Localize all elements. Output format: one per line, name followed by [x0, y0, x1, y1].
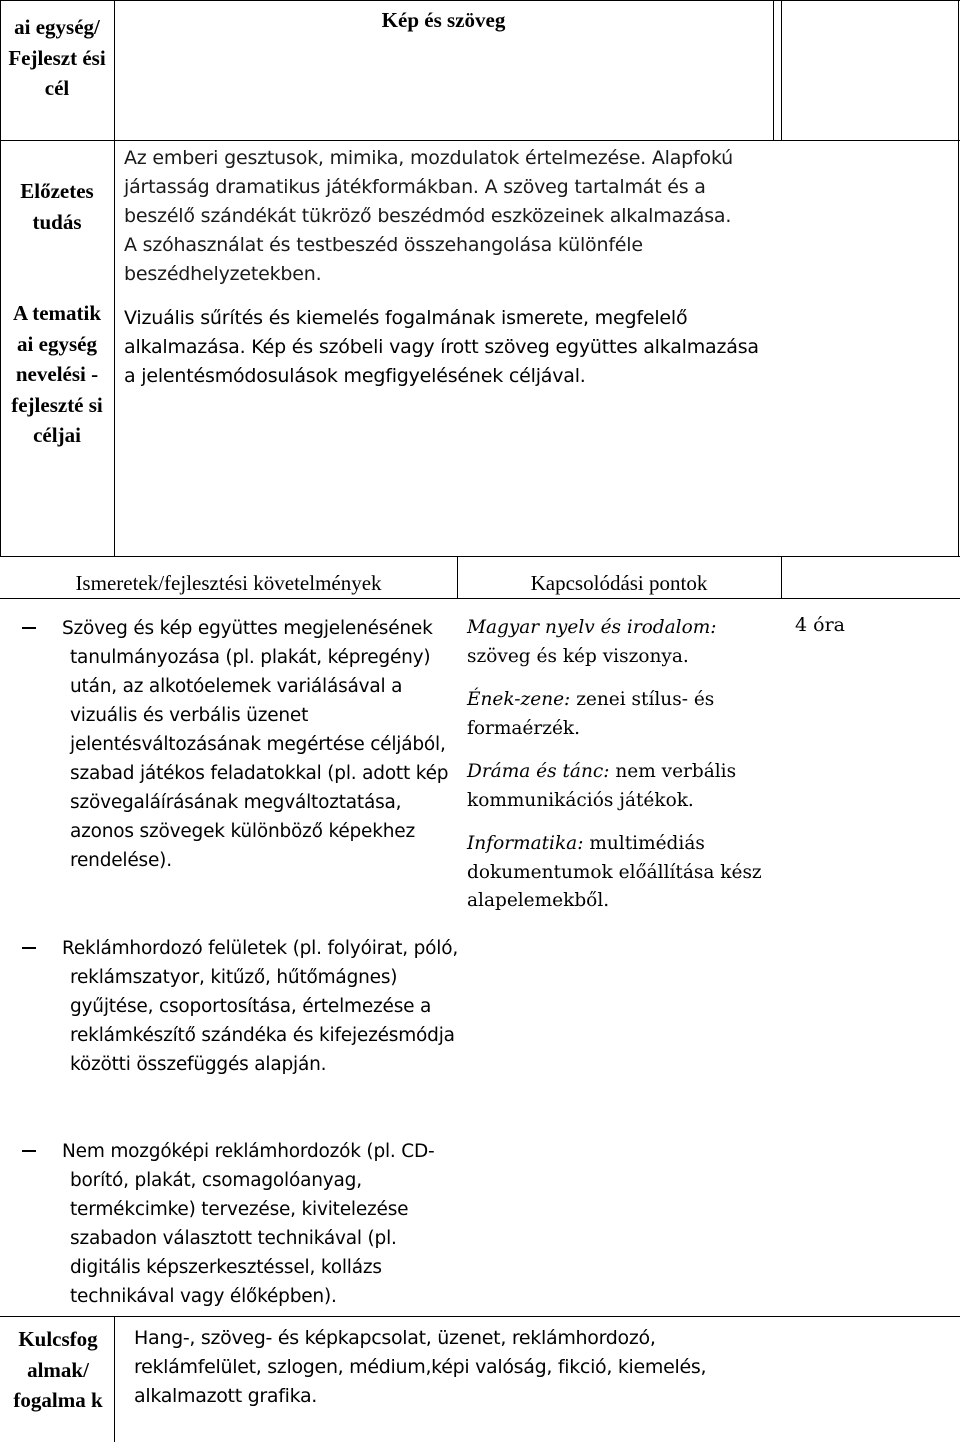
connection-text: multimédiás dokumentumok előállítása kész alapelemekből. — [467, 833, 762, 911]
connection-item — [467, 686, 767, 743]
connection-subject: Informatika: — [467, 833, 584, 854]
table-divider-keywords — [114, 1316, 115, 1442]
goals-text: Vizuális sűrítés és kiemelés fogalmának ismerete, megfelelő alkalmazása. Kép és szóbeli vagy írott szöveg együttes alkalmazása a jelentésmódosulások megfigyelésének céljával. — [124, 307, 759, 387]
table-divider-top-right-1 — [773, 0, 774, 140]
table-border-top — [0, 0, 960, 1]
connection-subject: Dráma és tánc: — [467, 761, 610, 782]
table-divider-header-2 — [781, 556, 782, 598]
dash-icon — [22, 947, 36, 949]
connections-list — [467, 614, 767, 931]
requirement-text: Nem mozgóképi reklámhordozók (pl. CD-borító, plakát, csomagolóanyag, termékcimke) tervezése, kivitelezése szabadon választott technikával (pl. digitális képszerkesztéssel, kollázs technikával vagy élőképben). — [62, 1141, 435, 1307]
unit-label: ai egység/ Fejleszt ési cél — [8, 15, 106, 100]
connection-item — [467, 830, 767, 916]
connection-text: zenei stílus- és formaérzék. — [467, 689, 715, 739]
connection-item — [467, 758, 767, 815]
table-row-divider-4 — [0, 1316, 960, 1317]
table-divider-top-right-2 — [781, 0, 782, 140]
table-row-divider-2 — [0, 556, 960, 557]
connection-text: nem verbális kommunikációs játékok. — [467, 761, 737, 811]
table-divider-label-col — [114, 0, 115, 556]
table-border-right — [958, 0, 959, 556]
keywords-label: Kulcsfog almak/ fogalma k — [13, 1327, 103, 1412]
unit-title: Kép és szöveg — [381, 8, 506, 32]
hours-value: 4 óra — [795, 614, 845, 636]
prior-knowledge-label: Előzetes tudás — [20, 179, 94, 234]
connection-text: szöveg és kép viszonya. — [467, 645, 689, 667]
prior-knowledge-text: Az emberi gesztusok, mimika, mozdulatok értelmezése. Alapfokú jártasság dramatikus játékformákban. A szöveg tartalmát és a beszélő szándékát tükröző beszédmód eszközeinek alkalmazása. A szóhasználat és testbeszéd összehangolása különféle beszédhelyzetekben. — [124, 147, 734, 285]
connection-item — [467, 614, 767, 671]
dash-icon — [22, 1150, 36, 1152]
table-row-divider-1 — [0, 140, 960, 141]
connections-header: Kapcsolódási pontok — [530, 571, 708, 595]
keywords-text: Hang-, szöveg- és képkapcsolat, üzenet, reklámhordozó, reklámfelület, szlogen, médium,képi valóság, fikció, kiemelés, alkalmazott grafika. — [134, 1327, 707, 1407]
table-border-left — [0, 0, 1, 556]
connection-subject: Ének-zene: — [467, 689, 571, 710]
requirements-header: Ismeretek/fejlesztési követelmények — [75, 571, 382, 595]
requirement-text: Reklámhordozó felületek (pl. folyóirat, póló, reklámszatyor, kitűző, hűtőmágnes) gyűjtése, csoportosítása, értelmezése a reklámkészítő szándéka és kifejezésmódja közötti összefüggés alapján. — [62, 938, 459, 1075]
requirement-text: Szöveg és kép együttes megjelenésének tanulmányozása (pl. plakát, képregény) után, az alkotóelemek variálásával a vizuális és verbális üzenet jelentésváltozásának megértése céljából, szabad játékos feladatokkal (pl. adott kép szövegaláírásának megváltoztatása, azonos szövegek különböző képekhez rendelése). — [62, 618, 449, 871]
goals-label: A tematik ai egység nevelési - fejleszté si céljai — [11, 301, 103, 447]
connection-subject: Magyar nyelv és irodalom: — [467, 617, 717, 638]
table-row-divider-3 — [0, 598, 960, 599]
dash-icon — [22, 627, 36, 629]
